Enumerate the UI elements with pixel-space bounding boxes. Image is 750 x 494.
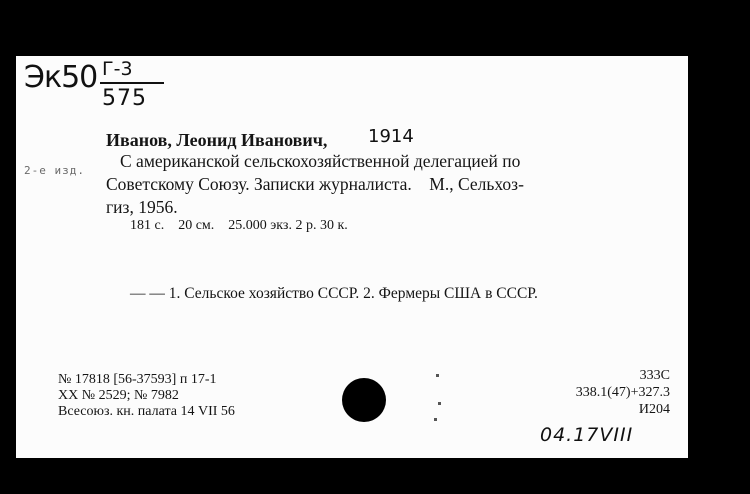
dust-speck [434,418,437,421]
title-line-1: С американской сельскохозяйственной делегацией по [120,151,521,171]
catalog-card [16,56,688,458]
footer-right-2: 338.1(47)+327.3 [575,385,670,400]
title-line-2: Советскому Союзу. Записки журналиста. М., Сельхоз- [106,174,524,194]
footer-right-3: И204 [638,402,670,417]
bottom-handwritten-note: 04.17VIII [540,424,634,446]
subject-tracings: — — 1. Сельское хозяйство СССР. 2. Фермеры США в СССР. [130,285,538,302]
card-punch-hole [342,378,386,422]
footer-left-3: Всесоюз. кн. палата 14 VII 56 [58,404,235,419]
dust-speck [436,374,439,377]
left-stamp: 2-е изд. [24,164,85,177]
author-birth-year: 1914 [368,126,414,147]
footer-left-2: XX № 2529; № 7982 [58,388,179,403]
shelfmark-divider [100,82,164,84]
author-heading: Иванов, Леонид Иванович, [106,130,328,150]
physical-description: 181 с. 20 см. 25.000 экз. 2 р. 30 к. [130,218,348,233]
title-line-3: гиз, 1956. [106,197,178,217]
footer-right-1: 333С [639,368,670,383]
shelfmark-top: Г-3 [102,58,133,80]
dust-speck [438,402,441,405]
shelfmark-prefix: Эк50 [24,60,98,95]
footer-left-1: № 17818 [56-37593] п 17-1 [58,372,217,387]
shelfmark-bottom: 575 [102,86,147,111]
